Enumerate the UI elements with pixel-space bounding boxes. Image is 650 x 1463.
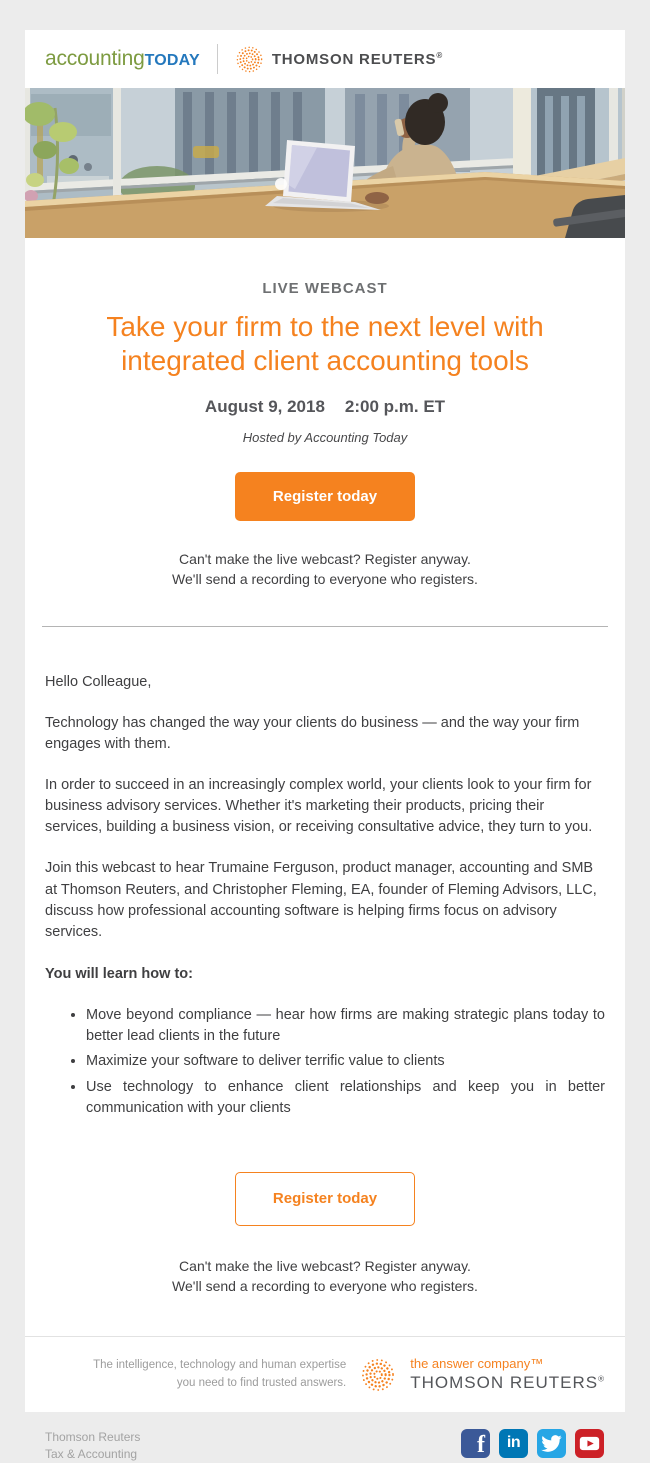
- webcast-title: Take your firm to the next level with integrated client accounting tools: [106, 311, 544, 377]
- answer-company-tagline: the answer company™: [410, 1356, 544, 1372]
- secondary-cta: [45, 1172, 605, 1226]
- hero-image: [25, 88, 625, 238]
- list-item: • Use technology to enhance client relationships and keep you in better communication with your clients: [86, 1077, 605, 1118]
- youtube-icon[interactable]: [575, 1429, 604, 1458]
- tr-tagline-line1: The intelligence, technology and human expertise: [93, 1359, 347, 1372]
- list-item: • Move beyond compliance — hear how firms are making strategic plans today to better lead clients in the future: [86, 1005, 605, 1046]
- accounting-today-logo-part1: accounting: [45, 47, 145, 70]
- webcast-datetime: [25, 397, 625, 417]
- paragraph: Join this webcast to hear Trumaine Ferguson, product manager, accounting and SMB at Thomson Reuters, and Christopher Fleming, EA, founder of Fleming Advisors, LLC, discuss how professional accounting software is helping firms focus on advisory services.: [45, 860, 597, 940]
- recording-note-2: [45, 1257, 605, 1296]
- recording-note-2-line1: Can't make the live webcast? Register anyway.: [179, 1258, 471, 1274]
- paragraph: Technology has changed the way your clients do business — and the way your firm engages with them.: [45, 714, 580, 752]
- company-line2: Tax & Accounting: [45, 1446, 138, 1461]
- twitter-icon[interactable]: [537, 1429, 566, 1458]
- tr-tagline: [93, 1357, 346, 1392]
- learn-heading: You will learn how to:: [45, 966, 193, 983]
- top-gutter: [0, 0, 650, 30]
- header-divider: [217, 44, 218, 74]
- facebook-icon[interactable]: f: [461, 1429, 490, 1458]
- learn-list: [45, 1005, 605, 1118]
- accounting-today-logo-part2: TODAY: [144, 52, 200, 69]
- live-webcast-label: LIVE WEBCAST: [262, 280, 388, 297]
- webcast-time: 2:00 p.m. ET: [344, 397, 446, 417]
- thomson-reuters-wordmark: THOMSON REUTERS®: [410, 1373, 605, 1393]
- paragraph: In order to succeed in an increasingly complex world, your clients look to your firm for business advisory services. Whether it's marketing their products, pricing their services, building a business vision, or receiving consultative advice, they turn to you.: [45, 776, 593, 836]
- linkedin-icon[interactable]: in: [499, 1429, 528, 1458]
- company-identity: [45, 1429, 140, 1463]
- register-today-button[interactable]: Register today: [235, 472, 415, 521]
- bottom-footer: [0, 1412, 650, 1463]
- thomson-reuters-sunburst-icon: [360, 1357, 396, 1393]
- recording-note-line1: Can't make the live webcast? Register anyway.: [179, 551, 471, 568]
- social-links: [461, 1429, 604, 1458]
- accounting-today-logo: [45, 47, 200, 71]
- webcast-section: [25, 238, 625, 590]
- company-line1: Thomson Reuters: [45, 1430, 141, 1445]
- email-card: [25, 30, 625, 1412]
- recording-note-line2: We'll send a recording to everyone who registers.: [172, 570, 478, 587]
- tr-tagline-line2: you need to find trusted answers.: [176, 1376, 347, 1389]
- hosted-by: Hosted by Accounting Today: [242, 430, 408, 446]
- tr-footer-brand: [410, 1356, 605, 1393]
- greeting: Hello Colleague,: [45, 673, 152, 690]
- list-item: • Maximize your software to deliver terrific value to clients: [86, 1051, 605, 1072]
- thomson-reuters-sunburst-icon: [235, 45, 264, 74]
- recording-note-2-line2: We'll send a recording to everyone who registers.: [172, 1277, 478, 1294]
- email-header: [25, 30, 625, 88]
- thomson-reuters-logo: [235, 45, 443, 74]
- thomson-reuters-footer: [25, 1336, 625, 1412]
- webcast-date: August 9, 2018: [204, 397, 325, 417]
- thomson-reuters-wordmark: THOMSON REUTERS®: [271, 50, 444, 68]
- recording-note: [25, 550, 625, 589]
- register-today-outline-button[interactable]: Register today: [235, 1172, 415, 1226]
- body-copy: [25, 627, 625, 1337]
